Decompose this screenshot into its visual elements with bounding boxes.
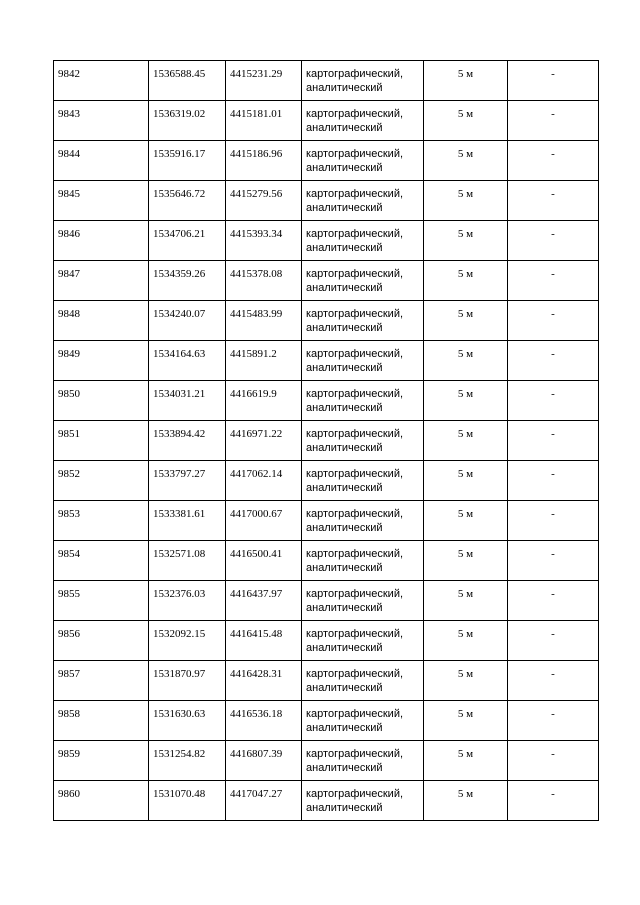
point-number-cell: 9858 <box>54 701 149 741</box>
method-cell: картографический, аналитический <box>302 61 424 101</box>
y-coordinate-cell: 4415181.01 <box>226 101 302 141</box>
table-row <box>54 421 599 461</box>
note-cell: - <box>508 701 599 741</box>
point-number-cell: 9860 <box>54 781 149 821</box>
note-cell: - <box>508 141 599 181</box>
y-coordinate-cell: 4416428.31 <box>226 661 302 701</box>
method-cell: картографический, аналитический <box>302 141 424 181</box>
method-cell: картографический, аналитический <box>302 421 424 461</box>
y-coordinate-cell: 4415891.2 <box>226 341 302 381</box>
method-cell: картографический, аналитический <box>302 581 424 621</box>
table-row <box>54 741 599 781</box>
x-coordinate-cell: 1534359.26 <box>149 261 226 301</box>
x-coordinate-cell: 1532376.03 <box>149 581 226 621</box>
y-coordinate-cell: 4416437.97 <box>226 581 302 621</box>
note-cell: - <box>508 261 599 301</box>
method-cell: картографический, аналитический <box>302 701 424 741</box>
method-cell: картографический, аналитический <box>302 781 424 821</box>
method-cell: картографический, аналитический <box>302 341 424 381</box>
note-cell: - <box>508 301 599 341</box>
accuracy-cell: 5 м <box>424 221 508 261</box>
y-coordinate-cell: 4415393.34 <box>226 221 302 261</box>
method-cell: картографический, аналитический <box>302 461 424 501</box>
note-cell: - <box>508 501 599 541</box>
method-cell: картографический, аналитический <box>302 181 424 221</box>
note-cell: - <box>508 181 599 221</box>
table-row <box>54 181 599 221</box>
note-cell: - <box>508 61 599 101</box>
x-coordinate-cell: 1532092.15 <box>149 621 226 661</box>
table-row <box>54 501 599 541</box>
y-coordinate-cell: 4416536.18 <box>226 701 302 741</box>
x-coordinate-cell: 1533894.42 <box>149 421 226 461</box>
point-number-cell: 9846 <box>54 221 149 261</box>
accuracy-cell: 5 м <box>424 781 508 821</box>
method-cell: картографический, аналитический <box>302 501 424 541</box>
accuracy-cell: 5 м <box>424 661 508 701</box>
point-number-cell: 9855 <box>54 581 149 621</box>
accuracy-cell: 5 м <box>424 301 508 341</box>
x-coordinate-cell: 1531070.48 <box>149 781 226 821</box>
x-coordinate-cell: 1531254.82 <box>149 741 226 781</box>
y-coordinate-cell: 4416619.9 <box>226 381 302 421</box>
y-coordinate-cell: 4415483.99 <box>226 301 302 341</box>
table-row <box>54 661 599 701</box>
x-coordinate-cell: 1533381.61 <box>149 501 226 541</box>
y-coordinate-cell: 4416415.48 <box>226 621 302 661</box>
x-coordinate-cell: 1535916.17 <box>149 141 226 181</box>
y-coordinate-cell: 4415279.56 <box>226 181 302 221</box>
table-row <box>54 381 599 421</box>
x-coordinate-cell: 1534240.07 <box>149 301 226 341</box>
x-coordinate-cell: 1533797.27 <box>149 461 226 501</box>
y-coordinate-cell: 4416807.39 <box>226 741 302 781</box>
note-cell: - <box>508 461 599 501</box>
accuracy-cell: 5 м <box>424 701 508 741</box>
x-coordinate-cell: 1531870.97 <box>149 661 226 701</box>
table-row <box>54 581 599 621</box>
point-number-cell: 9842 <box>54 61 149 101</box>
point-number-cell: 9844 <box>54 141 149 181</box>
point-number-cell: 9847 <box>54 261 149 301</box>
point-number-cell: 9854 <box>54 541 149 581</box>
accuracy-cell: 5 м <box>424 381 508 421</box>
point-number-cell: 9850 <box>54 381 149 421</box>
note-cell: - <box>508 221 599 261</box>
x-coordinate-cell: 1535646.72 <box>149 181 226 221</box>
table-row <box>54 261 599 301</box>
y-coordinate-cell: 4416971.22 <box>226 421 302 461</box>
note-cell: - <box>508 621 599 661</box>
method-cell: картографический, аналитический <box>302 101 424 141</box>
accuracy-cell: 5 м <box>424 101 508 141</box>
point-number-cell: 9852 <box>54 461 149 501</box>
table-row <box>54 701 599 741</box>
method-cell: картографический, аналитический <box>302 621 424 661</box>
y-coordinate-cell: 4415378.08 <box>226 261 302 301</box>
accuracy-cell: 5 м <box>424 501 508 541</box>
x-coordinate-cell: 1536588.45 <box>149 61 226 101</box>
accuracy-cell: 5 м <box>424 541 508 581</box>
accuracy-cell: 5 м <box>424 461 508 501</box>
coordinates-table-body <box>54 61 599 821</box>
coordinates-table <box>53 60 599 821</box>
x-coordinate-cell: 1536319.02 <box>149 101 226 141</box>
table-row <box>54 101 599 141</box>
accuracy-cell: 5 м <box>424 61 508 101</box>
method-cell: картографический, аналитический <box>302 381 424 421</box>
table-row <box>54 461 599 501</box>
method-cell: картографический, аналитический <box>302 661 424 701</box>
point-number-cell: 9857 <box>54 661 149 701</box>
method-cell: картографический, аналитический <box>302 221 424 261</box>
note-cell: - <box>508 581 599 621</box>
point-number-cell: 9845 <box>54 181 149 221</box>
note-cell: - <box>508 341 599 381</box>
y-coordinate-cell: 4417047.27 <box>226 781 302 821</box>
method-cell: картографический, аналитический <box>302 741 424 781</box>
x-coordinate-cell: 1534706.21 <box>149 221 226 261</box>
point-number-cell: 9848 <box>54 301 149 341</box>
point-number-cell: 9859 <box>54 741 149 781</box>
table-row <box>54 621 599 661</box>
point-number-cell: 9849 <box>54 341 149 381</box>
table-row <box>54 61 599 101</box>
point-number-cell: 9856 <box>54 621 149 661</box>
point-number-cell: 9853 <box>54 501 149 541</box>
x-coordinate-cell: 1534164.63 <box>149 341 226 381</box>
point-number-cell: 9851 <box>54 421 149 461</box>
point-number-cell: 9843 <box>54 101 149 141</box>
accuracy-cell: 5 м <box>424 141 508 181</box>
x-coordinate-cell: 1534031.21 <box>149 381 226 421</box>
y-coordinate-cell: 4415231.29 <box>226 61 302 101</box>
note-cell: - <box>508 661 599 701</box>
table-row <box>54 341 599 381</box>
note-cell: - <box>508 101 599 141</box>
table-row <box>54 541 599 581</box>
y-coordinate-cell: 4416500.41 <box>226 541 302 581</box>
note-cell: - <box>508 541 599 581</box>
note-cell: - <box>508 421 599 461</box>
note-cell: - <box>508 381 599 421</box>
note-cell: - <box>508 781 599 821</box>
accuracy-cell: 5 м <box>424 621 508 661</box>
method-cell: картографический, аналитический <box>302 541 424 581</box>
y-coordinate-cell: 4417062.14 <box>226 461 302 501</box>
table-row <box>54 141 599 181</box>
method-cell: картографический, аналитический <box>302 301 424 341</box>
method-cell: картографический, аналитический <box>302 261 424 301</box>
y-coordinate-cell: 4417000.67 <box>226 501 302 541</box>
accuracy-cell: 5 м <box>424 181 508 221</box>
accuracy-cell: 5 м <box>424 341 508 381</box>
note-cell: - <box>508 741 599 781</box>
accuracy-cell: 5 м <box>424 581 508 621</box>
x-coordinate-cell: 1531630.63 <box>149 701 226 741</box>
x-coordinate-cell: 1532571.08 <box>149 541 226 581</box>
table-row <box>54 221 599 261</box>
accuracy-cell: 5 м <box>424 261 508 301</box>
table-row <box>54 301 599 341</box>
table-row <box>54 781 599 821</box>
y-coordinate-cell: 4415186.96 <box>226 141 302 181</box>
accuracy-cell: 5 м <box>424 421 508 461</box>
accuracy-cell: 5 м <box>424 741 508 781</box>
